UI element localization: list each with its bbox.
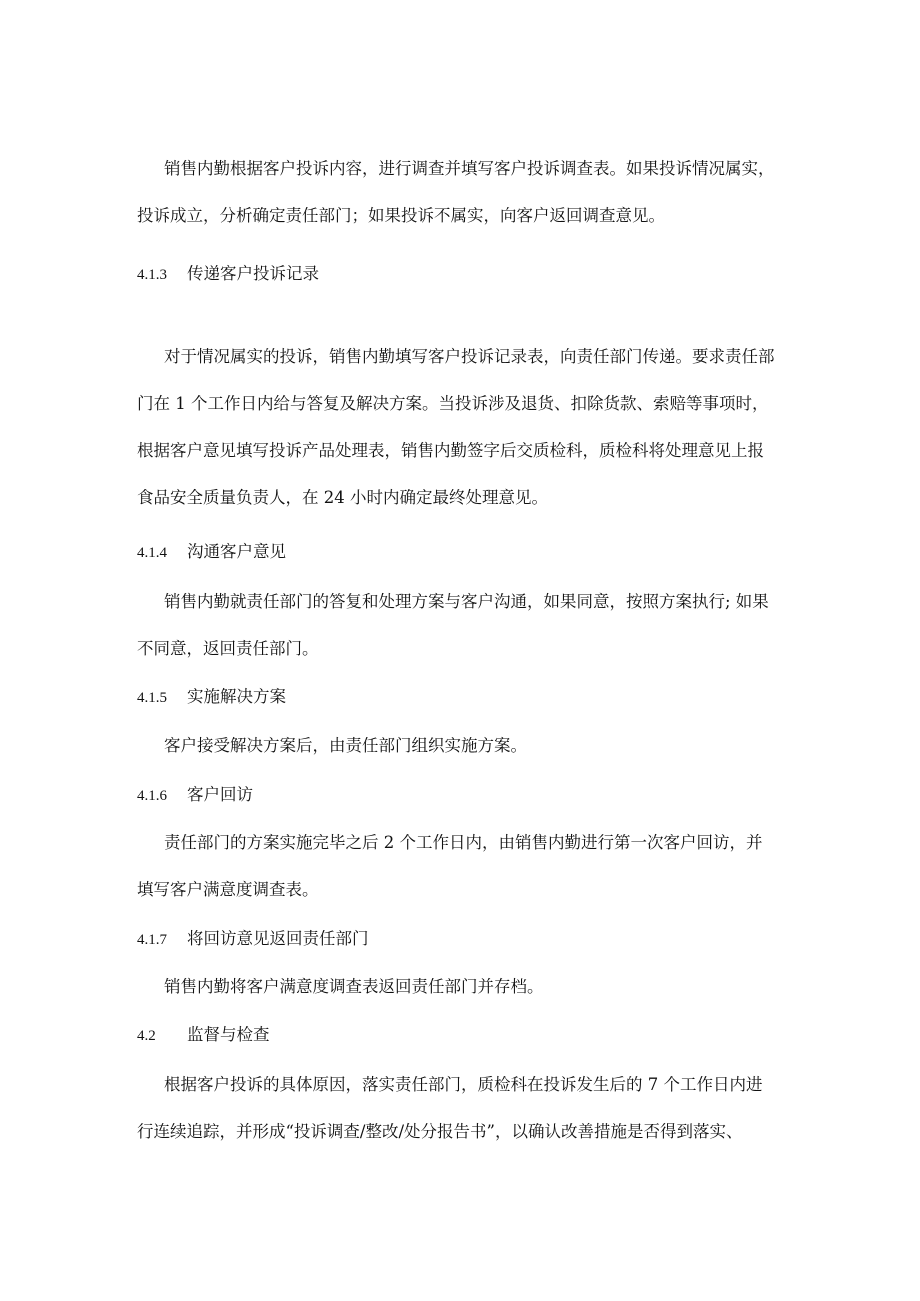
section-heading-4-1-3 <box>137 262 319 287</box>
section-title: 监督与检查 <box>187 1025 270 1044</box>
section-heading-4-1-6 <box>137 783 253 808</box>
section-number: 4.1.6 <box>137 788 167 804</box>
section-number: 4.1.5 <box>137 690 167 706</box>
paragraph-line: 不同意，返回责任部门。 <box>137 639 319 658</box>
paragraph-transfer-record <box>137 333 787 521</box>
paragraph-investigation <box>137 145 787 239</box>
paragraph-line: 根据客户意见填写投诉产品处理表，销售内勤签字后交质检科，质检科将处理意见上报 <box>137 441 764 460</box>
section-heading-4-2 <box>137 1023 270 1048</box>
paragraph-line: 销售内勤就责任部门的答复和处理方案与客户沟通，如果同意，按照方案执行; 如果 <box>164 592 769 611</box>
paragraph-supervision <box>137 1061 787 1155</box>
paragraph-implement <box>137 722 787 769</box>
section-number: 4.2 <box>137 1028 156 1044</box>
section-number: 4.1.4 <box>137 545 167 561</box>
paragraph-line: 食品安全质量负责人，在 24 小时内确定最终处理意见。 <box>137 488 548 507</box>
section-title: 传递客户投诉记录 <box>187 264 319 283</box>
section-title: 沟通客户意见 <box>187 542 286 561</box>
paragraph-line: 填写客户满意度调查表。 <box>137 880 319 899</box>
paragraph-line: 客户接受解决方案后，由责任部门组织实施方案。 <box>164 736 527 755</box>
paragraph-line: 根据客户投诉的具体原因，落实责任部门，质检科在投诉发生后的 7 个工作日内进 <box>164 1075 763 1094</box>
paragraph-revisit <box>137 819 787 913</box>
paragraph-line: 销售内勤将客户满意度调查表返回责任部门并存档。 <box>164 977 544 996</box>
section-heading-4-1-7 <box>137 927 369 952</box>
section-number: 4.1.3 <box>137 267 167 283</box>
section-title: 客户回访 <box>187 785 253 804</box>
paragraph-line: 销售内勤根据客户投诉内容，进行调查并填写客户投诉调查表。如果投诉情况属实， <box>164 159 775 178</box>
paragraph-archive <box>137 963 787 1010</box>
section-number: 4.1.7 <box>137 932 167 948</box>
paragraph-line: 对于情况属实的投诉，销售内勤填写客户投诉记录表，向责任部门传递。要求责任部 <box>164 347 775 366</box>
paragraph-line: 责任部门的方案实施完毕之后 2 个工作日内，由销售内勤进行第一次客户回访，并 <box>164 833 763 852</box>
paragraph-line: 投诉成立，分析确定责任部门；如果投诉不属实，向客户返回调查意见。 <box>137 206 665 225</box>
paragraph-communicate <box>137 578 787 672</box>
section-title: 将回访意见返回责任部门 <box>187 929 369 948</box>
section-heading-4-1-4 <box>137 540 286 565</box>
section-heading-4-1-5 <box>137 685 286 710</box>
paragraph-line: 行连续追踪，并形成“投诉调查/整改/处分报告书”，以确认改善措施是否得到落实、 <box>137 1122 743 1141</box>
section-title: 实施解决方案 <box>187 687 286 706</box>
paragraph-line: 门在 1 个工作日内给与答复及解决方案。当投诉涉及退货、扣除货款、索赔等事项时， <box>137 394 769 413</box>
